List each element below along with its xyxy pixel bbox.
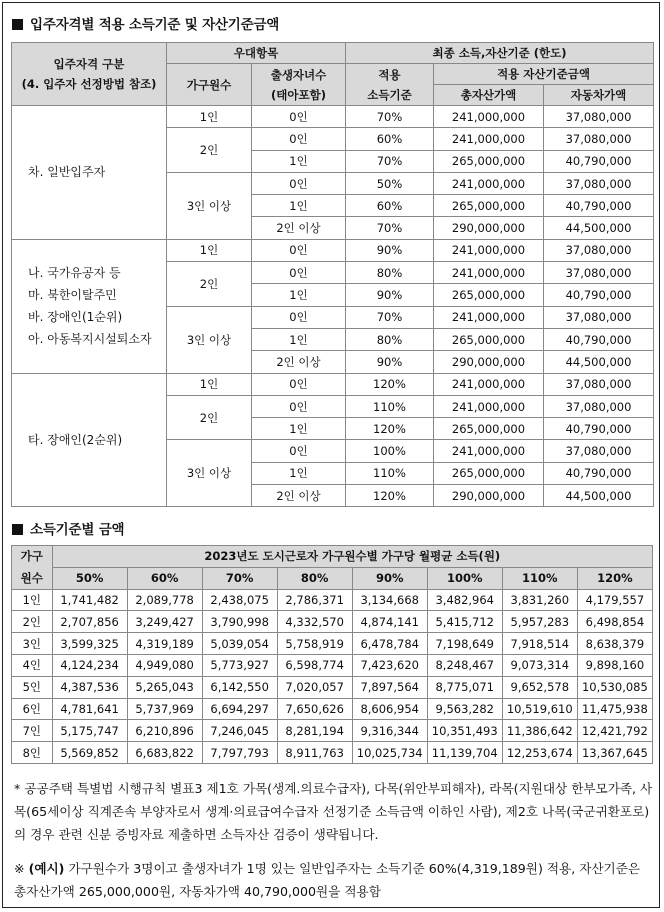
household-count-cell: 8인 [12, 742, 53, 764]
income-amount-cell: 1,741,482 [52, 589, 127, 611]
income-amount-cell: 11,386,642 [502, 720, 577, 742]
income-amount-cell: 9,563,282 [427, 698, 502, 720]
total-asset-cell: 290,000,000 [434, 217, 544, 239]
income-amount-cell: 6,598,774 [277, 654, 352, 676]
header-percent: 110% [502, 567, 577, 589]
total-asset-cell: 241,000,000 [434, 440, 544, 462]
income-amount-cell: 13,367,645 [577, 742, 652, 764]
income-amount-cell: 12,421,792 [577, 720, 652, 742]
table-row [12, 106, 654, 128]
total-asset-cell: 265,000,000 [434, 462, 544, 484]
income-amount-cell: 3,482,964 [427, 589, 502, 611]
qualification-label: 타. 장애인(2순위) [28, 432, 123, 447]
header-percent: 70% [202, 567, 277, 589]
income-amount-table [11, 545, 653, 764]
income-amount-cell: 4,949,080 [127, 654, 202, 676]
income-amount-cell: 6,142,550 [202, 676, 277, 698]
section1-title: 입주자격별 적용 소득기준 및 자산기준금액 [12, 13, 279, 33]
qualification-label: 마. 북한이탈주민 [28, 288, 117, 303]
children-cell: 1인 [252, 284, 346, 306]
total-asset-cell: 290,000,000 [434, 485, 544, 507]
header-qualification: 입주자격 구분 (4. 입주자 선정방법 참조) [12, 43, 167, 106]
table-row [12, 720, 653, 742]
qualification-group [12, 239, 167, 373]
header-children: 출생자녀수 (태아포함) [252, 64, 346, 106]
table-row [12, 239, 654, 261]
household-cell: 2인 [167, 395, 252, 440]
income-cell: 90% [346, 284, 434, 306]
header-household-count: 가구 원수 [12, 546, 53, 590]
children-cell: 1인 [252, 462, 346, 484]
income-amount-cell: 7,650,626 [277, 698, 352, 720]
total-asset-cell: 241,000,000 [434, 172, 544, 194]
header-percent: 90% [352, 567, 427, 589]
header-car: 자동차가액 [544, 85, 654, 106]
income-amount-cell: 6,694,297 [202, 698, 277, 720]
income-amount-cell: 8,248,467 [427, 654, 502, 676]
section2-title: 소득기준별 금액 [12, 518, 124, 538]
income-amount-cell: 9,898,160 [577, 654, 652, 676]
qualification-group [12, 106, 167, 240]
income-amount-cell: 6,210,896 [127, 720, 202, 742]
car-value-cell: 37,080,000 [544, 395, 654, 417]
income-cell: 120% [346, 373, 434, 395]
income-amount-cell: 4,332,570 [277, 611, 352, 633]
income-amount-cell: 4,781,641 [52, 698, 127, 720]
total-asset-cell: 265,000,000 [434, 195, 544, 217]
children-cell: 0인 [252, 440, 346, 462]
income-amount-cell: 6,478,784 [352, 633, 427, 655]
car-value-cell: 40,790,000 [544, 195, 654, 217]
children-cell: 1인 [252, 195, 346, 217]
table-row [12, 654, 653, 676]
household-count-cell: 1인 [12, 589, 53, 611]
income-cell: 80% [346, 328, 434, 350]
header-final: 최종 소득,자산기준 (한도) [346, 43, 654, 64]
children-cell: 2인 이상 [252, 485, 346, 507]
income-amount-cell: 9,652,578 [502, 676, 577, 698]
income-cell: 60% [346, 128, 434, 150]
income-amount-cell: 7,246,045 [202, 720, 277, 742]
car-value-cell: 40,790,000 [544, 418, 654, 440]
household-cell: 2인 [167, 262, 252, 307]
car-value-cell: 37,080,000 [544, 306, 654, 328]
header-income-title: 2023년도 도시근로자 가구원수별 가구당 월평균 소득(원) [52, 546, 652, 568]
income-amount-cell: 7,897,564 [352, 676, 427, 698]
children-cell: 0인 [252, 128, 346, 150]
table-row [12, 373, 654, 395]
income-cell: 70% [346, 306, 434, 328]
income-amount-cell: 7,020,057 [277, 676, 352, 698]
income-amount-cell: 9,073,314 [502, 654, 577, 676]
household-count-cell: 3인 [12, 633, 53, 655]
household-cell: 1인 [167, 106, 252, 128]
header-asset: 적용 자산기준금액 [434, 64, 654, 85]
household-cell: 3인 이상 [167, 440, 252, 507]
total-asset-cell: 241,000,000 [434, 373, 544, 395]
income-amount-cell: 8,775,071 [427, 676, 502, 698]
footnote-example: ※ (예시) 가구원수가 3명이고 출생자녀가 1명 있는 일반입주자는 소득기준 60%(4,319,189원) 적용, 자산기준은 총자산가액 265,000,000원, 자동차가액 40,790,000원을 적용함 [14, 861, 641, 899]
qualification-label: 아. 아동복지시설퇴소자 [28, 332, 152, 347]
income-amount-cell: 12,253,674 [502, 742, 577, 764]
income-amount-cell: 7,198,649 [427, 633, 502, 655]
car-value-cell: 37,080,000 [544, 440, 654, 462]
children-cell: 1인 [252, 150, 346, 172]
car-value-cell: 44,500,000 [544, 351, 654, 373]
total-asset-cell: 241,000,000 [434, 395, 544, 417]
income-amount-cell: 5,039,054 [202, 633, 277, 655]
header-percent: 80% [277, 567, 352, 589]
total-asset-cell: 241,000,000 [434, 106, 544, 128]
household-count-cell: 6인 [12, 698, 53, 720]
children-cell: 2인 이상 [252, 217, 346, 239]
children-cell: 0인 [252, 239, 346, 261]
household-count-cell: 2인 [12, 611, 53, 633]
children-cell: 0인 [252, 395, 346, 417]
income-amount-cell: 5,773,927 [202, 654, 277, 676]
income-amount-cell: 4,387,536 [52, 676, 127, 698]
household-cell: 3인 이상 [167, 172, 252, 239]
header-percent: 100% [427, 567, 502, 589]
income-cell: 50% [346, 172, 434, 194]
income-amount-cell: 6,683,822 [127, 742, 202, 764]
children-cell: 2인 이상 [252, 351, 346, 373]
income-cell: 110% [346, 462, 434, 484]
car-value-cell: 40,790,000 [544, 150, 654, 172]
car-value-cell: 37,080,000 [544, 106, 654, 128]
footnote-exemption: * 공공주택 특별법 시행규칙 별표3 제1호 가목(생계.의료수급자), 다목(위안부피해자), 라목(지원대상 한부모가족, 사목(65세이상 직계존속 부양자로서 생계·의료급여수급자 선정기준 소득금액 이하인 사람), 제2호 나목(국군귀환포로)의 경우 관련 신분 증빙자료 제출하면 소득자산 검증이 생략됩니다. [14, 781, 653, 842]
income-cell: 70% [346, 217, 434, 239]
income-amount-cell: 3,134,668 [352, 589, 427, 611]
total-asset-cell: 290,000,000 [434, 351, 544, 373]
income-amount-cell: 8,606,954 [352, 698, 427, 720]
car-value-cell: 37,080,000 [544, 262, 654, 284]
income-amount-cell: 5,175,747 [52, 720, 127, 742]
header-household: 가구원수 [167, 64, 252, 106]
total-asset-cell: 241,000,000 [434, 262, 544, 284]
income-cell: 120% [346, 485, 434, 507]
income-amount-cell: 9,316,344 [352, 720, 427, 742]
income-amount-cell: 10,025,734 [352, 742, 427, 764]
income-amount-cell: 11,475,938 [577, 698, 652, 720]
income-cell: 70% [346, 106, 434, 128]
total-asset-cell: 265,000,000 [434, 150, 544, 172]
household-cell: 3인 이상 [167, 306, 252, 373]
square-bullet-icon [12, 19, 23, 30]
income-cell: 120% [346, 418, 434, 440]
income-amount-cell: 4,874,141 [352, 611, 427, 633]
income-cell: 80% [346, 262, 434, 284]
household-count-cell: 4인 [12, 654, 53, 676]
children-cell: 1인 [252, 328, 346, 350]
car-value-cell: 37,080,000 [544, 239, 654, 261]
income-amount-cell: 2,786,371 [277, 589, 352, 611]
income-amount-cell: 5,415,712 [427, 611, 502, 633]
income-amount-cell: 2,438,075 [202, 589, 277, 611]
household-cell: 1인 [167, 373, 252, 395]
income-amount-cell: 3,790,998 [202, 611, 277, 633]
household-cell: 2인 [167, 128, 252, 173]
header-priority: 우대항목 [167, 43, 346, 64]
children-cell: 0인 [252, 172, 346, 194]
income-amount-cell: 5,265,043 [127, 676, 202, 698]
total-asset-cell: 241,000,000 [434, 306, 544, 328]
income-cell: 100% [346, 440, 434, 462]
header-percent: 50% [52, 567, 127, 589]
income-amount-cell: 4,179,557 [577, 589, 652, 611]
income-amount-cell: 3,831,260 [502, 589, 577, 611]
header-percent: 60% [127, 567, 202, 589]
income-amount-cell: 3,599,325 [52, 633, 127, 655]
car-value-cell: 44,500,000 [544, 485, 654, 507]
header-percent: 120% [577, 567, 652, 589]
table-row [12, 698, 653, 720]
income-cell: 90% [346, 239, 434, 261]
table-row [12, 742, 653, 764]
qualification-label: 바. 장애인(1순위) [28, 310, 123, 325]
income-amount-cell: 2,089,778 [127, 589, 202, 611]
income-amount-cell: 10,530,085 [577, 676, 652, 698]
income-cell: 70% [346, 150, 434, 172]
income-cell: 110% [346, 395, 434, 417]
income-amount-cell: 8,281,194 [277, 720, 352, 742]
qualification-label: 나. 국가유공자 등 [28, 266, 121, 281]
income-amount-cell: 6,498,854 [577, 611, 652, 633]
car-value-cell: 40,790,000 [544, 328, 654, 350]
total-asset-cell: 265,000,000 [434, 284, 544, 306]
car-value-cell: 37,080,000 [544, 172, 654, 194]
household-count-cell: 5인 [12, 676, 53, 698]
qualification-group [12, 373, 167, 507]
total-asset-cell: 265,000,000 [434, 418, 544, 440]
income-cell: 60% [346, 195, 434, 217]
header-total-asset: 총자산가액 [434, 85, 544, 106]
table-row [12, 676, 653, 698]
children-cell: 0인 [252, 373, 346, 395]
household-cell: 1인 [167, 239, 252, 261]
income-amount-cell: 11,139,704 [427, 742, 502, 764]
income-amount-cell: 8,638,379 [577, 633, 652, 655]
children-cell: 1인 [252, 418, 346, 440]
income-cell: 90% [346, 351, 434, 373]
income-amount-cell: 2,707,856 [52, 611, 127, 633]
income-amount-cell: 5,737,969 [127, 698, 202, 720]
total-asset-cell: 241,000,000 [434, 239, 544, 261]
household-count-cell: 7인 [12, 720, 53, 742]
car-value-cell: 40,790,000 [544, 284, 654, 306]
income-amount-cell: 5,569,852 [52, 742, 127, 764]
income-amount-cell: 10,519,610 [502, 698, 577, 720]
table-row [12, 589, 653, 611]
table-row [12, 633, 653, 655]
children-cell: 0인 [252, 106, 346, 128]
income-amount-cell: 10,351,493 [427, 720, 502, 742]
income-amount-cell: 7,423,620 [352, 654, 427, 676]
children-cell: 0인 [252, 262, 346, 284]
square-bullet-icon [12, 524, 23, 535]
header-income: 적용 소득기준 [346, 64, 434, 106]
income-amount-cell: 4,124,234 [52, 654, 127, 676]
total-asset-cell: 241,000,000 [434, 128, 544, 150]
income-amount-cell: 3,249,427 [127, 611, 202, 633]
income-amount-cell: 5,758,919 [277, 633, 352, 655]
income-asset-criteria-table [11, 42, 654, 507]
car-value-cell: 37,080,000 [544, 373, 654, 395]
income-amount-cell: 7,797,793 [202, 742, 277, 764]
children-cell: 0인 [252, 306, 346, 328]
car-value-cell: 40,790,000 [544, 462, 654, 484]
car-value-cell: 37,080,000 [544, 128, 654, 150]
income-amount-cell: 7,918,514 [502, 633, 577, 655]
income-amount-cell: 8,911,763 [277, 742, 352, 764]
income-amount-cell: 4,319,189 [127, 633, 202, 655]
table-row [12, 611, 653, 633]
qualification-label: 차. 일반입주자 [28, 165, 106, 180]
car-value-cell: 44,500,000 [544, 217, 654, 239]
income-amount-cell: 5,957,283 [502, 611, 577, 633]
total-asset-cell: 265,000,000 [434, 328, 544, 350]
